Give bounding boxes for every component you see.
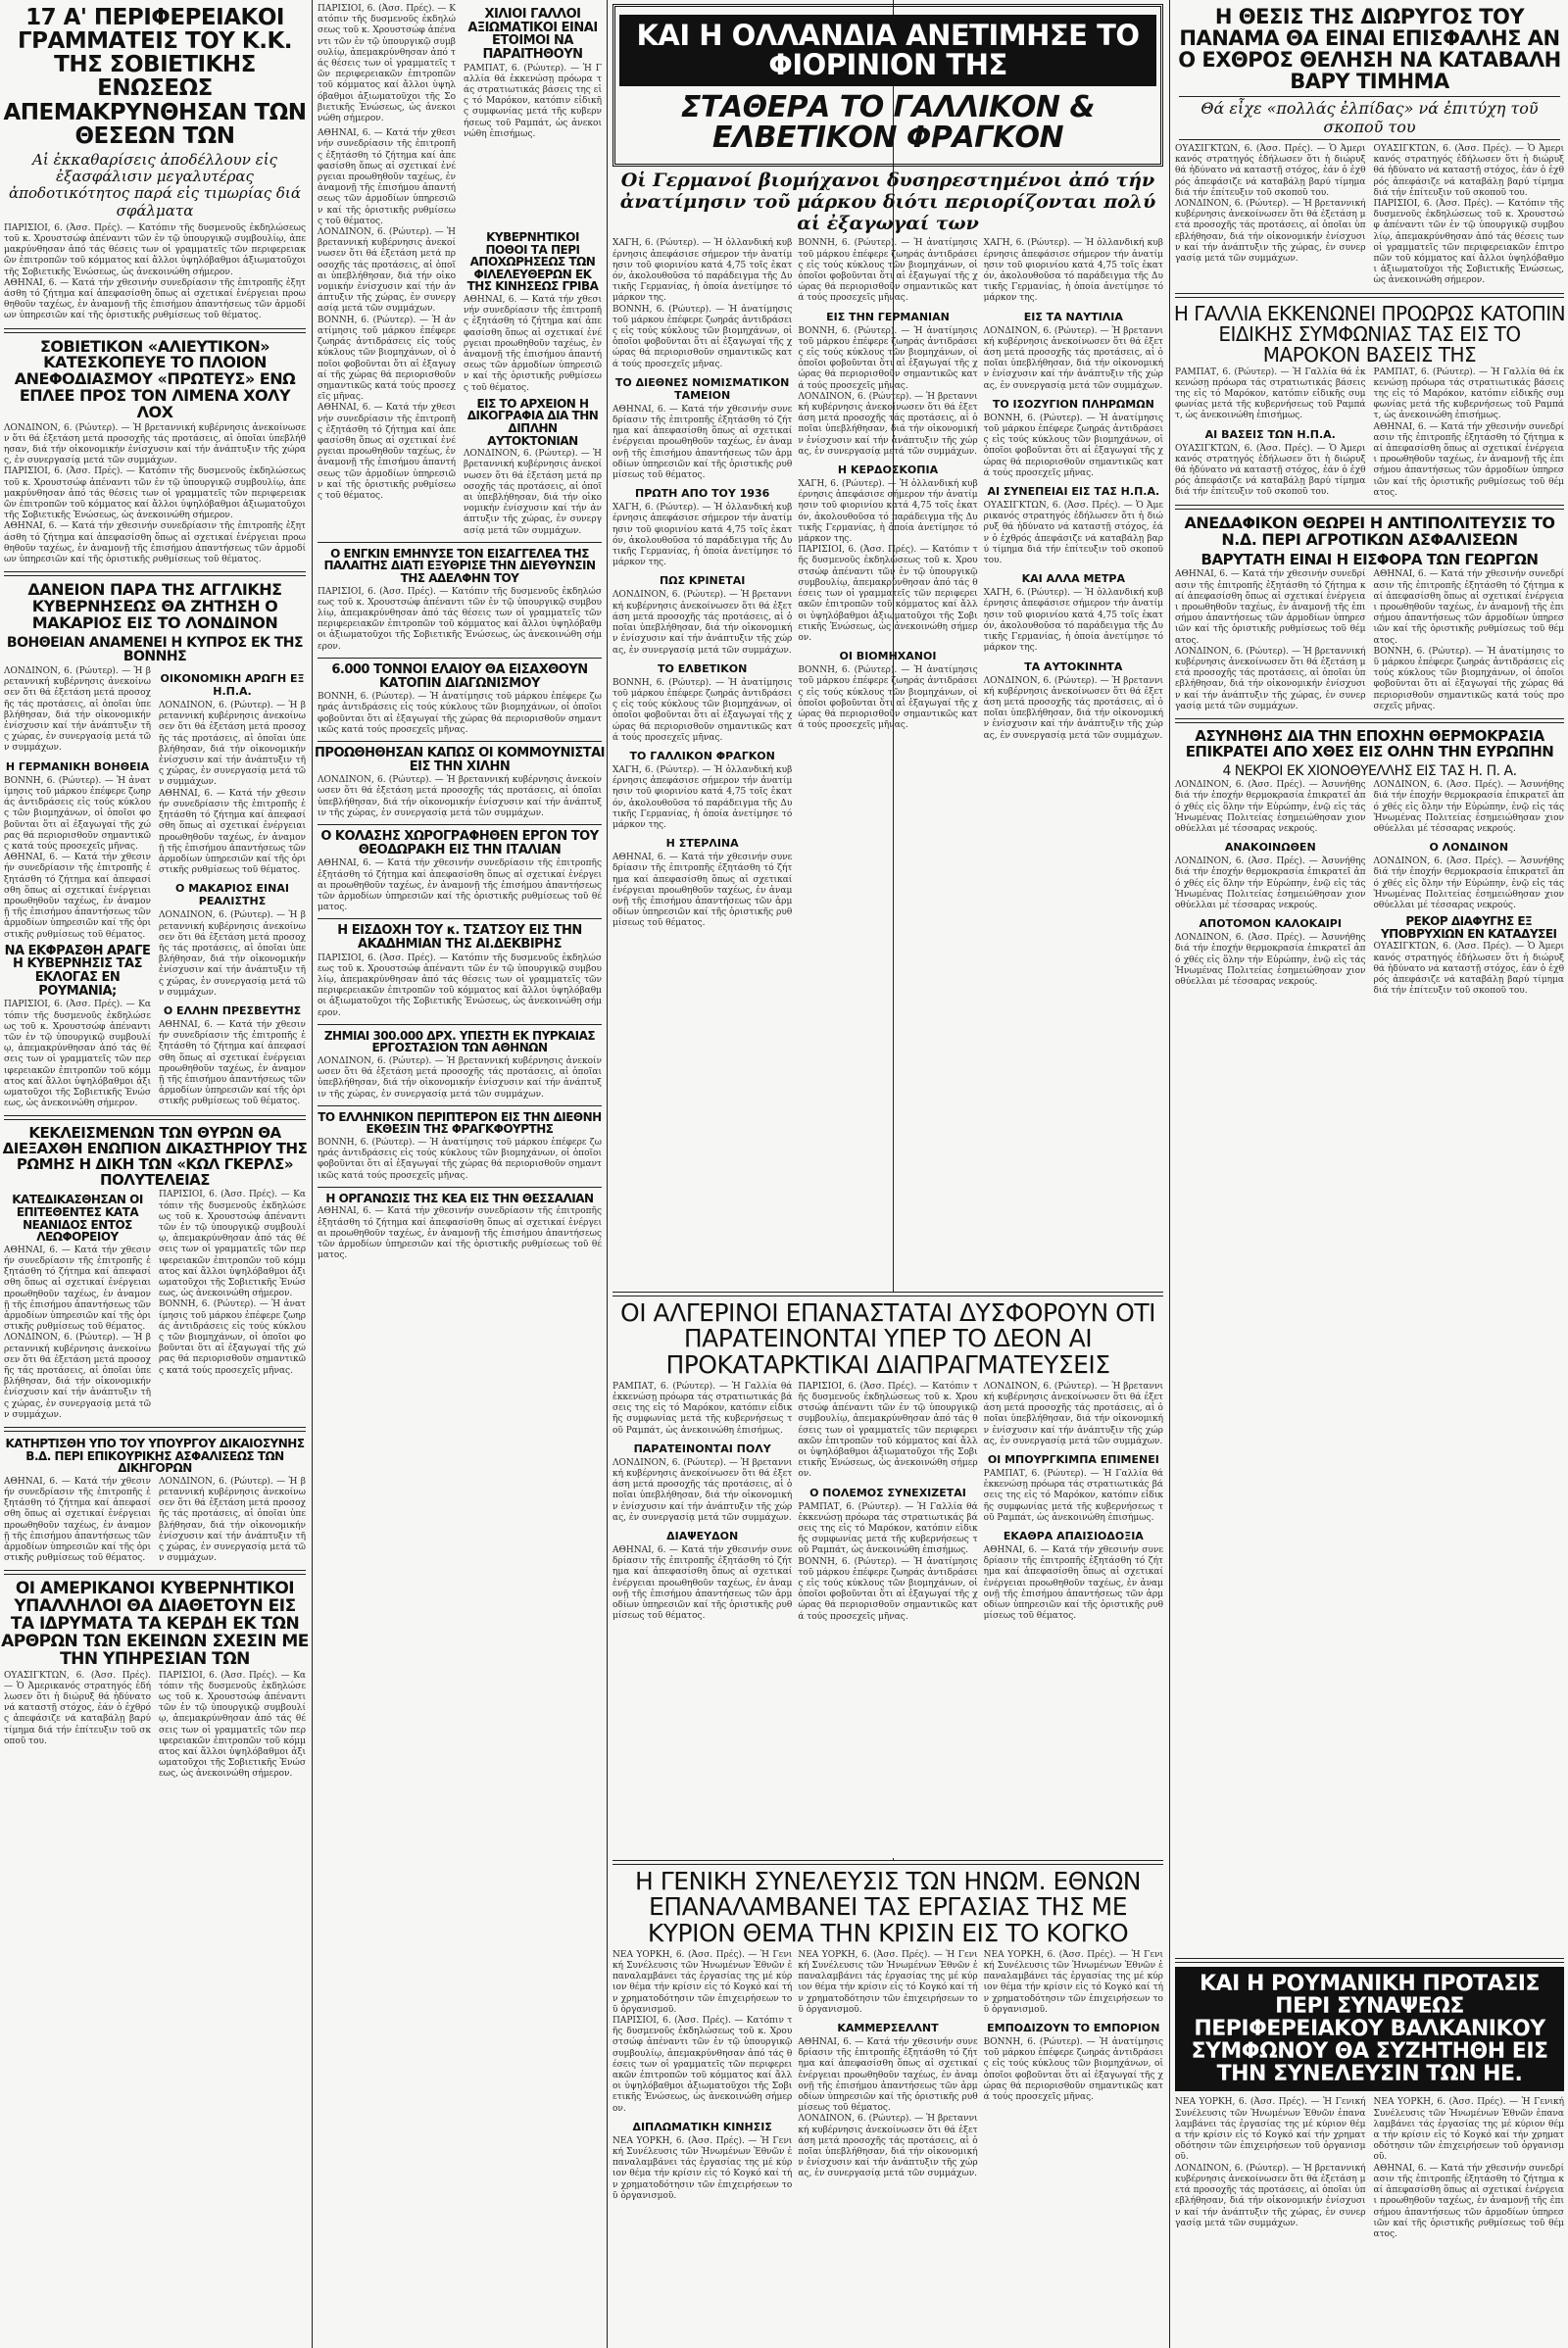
article-body: ΛΟΝΔΙΝΟΝ, 6. (Ρώυτερ). — Ἡ βρεταννική κυβέρνησις ἀνεκοίνωσεν ὅτι θά ἐξετάση μετά προσοχῆς τάς προτάσεις, αἱ ὁποῖαι ὑπεβλήθησαν, διά τήν οἰκονομικήν ἐνίσχυσιν καί τήν ἀνάπτυξιν τῆς χώρας, ἐν συνεργασίᾳ μετά τῶν συμμάχων. <box>4 666 151 754</box>
article-body: ΧΑΓΗ, 6. (Ρώυτερ). — Ἡ ὀλλανδική κυβέρνησις ἀπεφάσισε σήμερον τήν ἀνατίμησιν τοῦ φιορινίου κατά 4,75 τοῖς ἑκατόν, ἀκολουθοῦσα τό παράδειγμα τῆς Δυτικῆς Γερμανίας, ἡ ὁποία ἀνετίμησε τό μάρκον της. <box>612 764 793 830</box>
headline: Η ΘΕΣΙΣ ΤΗΣ ΔΙΩΡΥΓΟΣ ΤΟΥ ΠΑΝΑΜΑ ΘΑ ΕΙΝΑΙ ΕΠΙΣΦΑΛΗΣ ΑΝ Ο ΕΧΘΡΟΣ ΘΕΛΗΣΗ ΝΑ ΚΑΤΑΒΑΛΗ ΒΑΡΥ ΤΙΜΗΜΑ <box>1178 5 1561 94</box>
article-body: ΑΘΗΝΑΙ, 6. — Κατά τήν χθεσινήν συνεδρίασιν τῆς ἐπιτροπῆς ἐξητάσθη τό ζήτημα καί ἀπεφασίσθη ὅπως αἱ σχετικαί ἐνέργειαι προωθηθοῦν ταχέως, ἐν ἀναμονῇ τῆς ἐπισήμου ἀπαντήσεως τῶν ἁρμοδίων ὑπηρεσιῶν καί τῆς ὁριστικῆς ρυθμίσεως τοῦ θέματος. <box>464 295 602 393</box>
article-body: ΒΟΝΝΗ, 6. (Ρώυτερ). — Ἡ ἀνατίμησις τοῦ μάρκου ἐπέφερε ζωηράς ἀντιδράσεις εἰς τούς κύκλους τῶν βιομηχάνων, οἱ ὁποῖοι φοβοῦνται ὅτι αἱ ἐξαγωγαί τῆς χώρας θά περιορισθοῦν σημαντικῶς κατά τούς προσεχεῖς μῆνας. <box>612 304 793 369</box>
article-body: ΝΕΑ ΥΟΡΚΗ, 6. (Ἀσσ. Πρές). — Ἡ Γενική Συνέλευσις τῶν Ἡνωμένων Ἐθνῶν ἐπαναλαμβάνει τάς ἐργασίας της μέ κύριον θέμα τήν κρίσιν εἰς τό Κογκό καί τήν χρηματοδότησιν τῶν ἐπιχειρήσεων τοῦ ὀργανισμοῦ. <box>983 1949 1163 2015</box>
divider <box>1175 1958 1564 1963</box>
un-columns <box>612 1950 1163 2202</box>
article-body: ΛΟΝΔΙΝΟΝ, 6. (Ρώυτερ). — Ἡ βρεταννική κυβέρνησις ἀνεκοίνωσεν ὅτι θά ἐξετάση μετά προσοχῆς τάς προτάσεις, αἱ ὁποῖαι ὑπεβλήθησαν, διά τήν οἰκονομικήν ἐνίσχυσιν καί τήν ἀνάπτυξιν τῆς χώρας, ἐν συνεργασίᾳ μετά τῶν συμμάχων. <box>1175 2163 1366 2228</box>
headline: ΚΥΒΕΡΝΗΤΙΚΟΙ ΠΟΘΟΙ ΤΑ ΠΕΡΙ ΑΠΟΧΩΡΗΣΕΩΣ ΤΩΝ ΦΙΛΕΛΕΥΘΕΡΩΝ ΕΚ ΤΗΣ ΚΙΝΗΣΕΩΣ ΓΡΙΒΑ <box>466 230 599 294</box>
kicker: ΕΙΣ ΤΑ ΝΑΥΤΙΛΙΑ <box>1023 310 1123 323</box>
kicker: Ο ΜΑΚΑΡΙΟΣ ΕΙΝΑΙ ΡΕΑΛΙΣΤΗΣ <box>175 882 289 908</box>
article-body: ΛΟΝΔΙΝΟΝ, 6. (Ρώυτερ). — Ἡ βρεταννική κυβέρνησις ἀνεκοίνωσεν ὅτι θά ἐξετάση μετά προσοχῆς τάς προτάσεις, αἱ ὁποῖαι ὑπεβλήθησαν, διά τήν οἰκονομικήν ἐνίσχυσιν καί τήν ἀνάπτυξιν τῆς χώρας, ἐν συνεργασίᾳ μετά τῶν συμμάχων. <box>159 1476 306 1564</box>
article-body: ΑΘΗΝΑΙ, 6. — Κατά τήν χθεσινήν συνεδρίασιν τῆς ἐπιτροπῆς ἐξητάσθη τό ζήτημα καί ἀπεφασίσθη ὅπως αἱ σχετικαί ἐνέργειαι προωθηθοῦν ταχέως, ἐν ἀναμονῇ τῆς ἐπισήμου ἀπαντήσεως τῶν ἁρμοδίων ὑπηρεσιῶν καί τῆς ὁριστικῆς ρυθμίσεως τοῦ θέματος. <box>4 853 151 940</box>
article-body: ΑΘΗΝΑΙ, 6. — Κατά τήν χθεσινήν συνεδρίασιν τῆς ἐπιτροπῆς ἐξητάσθη τό ζήτημα καί ἀπεφασίσθη ὅπως αἱ σχετικαί ἐνέργειαι προωθηθοῦν ταχέως, ἐν ἀναμονῇ τῆς ἐπισήμου ἀπαντήσεως τῶν ἁρμοδίων ὑπηρεσιῶν καί τῆς ὁριστικῆς ρυθμίσεως τοῦ θέματος. <box>4 1245 151 1333</box>
lead-col <box>798 238 977 929</box>
kicker: Ο ΠΟΛΕΜΟΣ ΣΥΝΕΧΙΖΕΤΑΙ <box>809 1486 966 1499</box>
article-body: ΝΕΑ ΥΟΡΚΗ, 6. (Ἀσσ. Πρές). — Ἡ Γενική Συνέλευσις τῶν Ἡνωμένων Ἐθνῶν ἐπαναλαμβάνει τάς ἐργασίας της μέ κύριον θέμα τήν κρίσιν εἰς τό Κογκό καί τήν χρηματοδότησιν τῶν ἐπιχειρήσεων τοῦ ὀργανισμοῦ. <box>612 1949 793 2015</box>
divider <box>1175 505 1564 510</box>
article-body: ΛΟΝΔΙΝΟΝ, 6. (Ρώυτερ). — Ἡ βρεταννική κυβέρνησις ἀνεκοίνωσεν ὅτι θά ἐξετάση μετά προσοχῆς τάς προτάσεις, αἱ ὁποῖαι ὑπεβλήθησαν, διά τήν οἰκονομικήν ἐνίσχυσιν καί τήν ἀνάπτυξιν τῆς χώρας, ἐν συνεργασίᾳ μετά τῶν συμμάχων. <box>4 1333 151 1420</box>
article-body: ΛΟΝΔΙΝΟΝ, 6. (Ρώυτερ). — Ἡ βρεταννική κυβέρνησις ἀνεκοίνωσεν ὅτι θά ἐξετάση μετά προσοχῆς τάς προτάσεις, αἱ ὁποῖαι ὑπεβλήθησαν, διά τήν οἰκονομικήν ἐνίσχυσιν καί τήν ἀνάπτυξιν τῆς χώρας, ἐν συνεργασίᾳ μετά τῶν συμμάχων. <box>612 590 793 656</box>
divider <box>4 1427 306 1432</box>
kicker: ΚΑΜΜΕΡΣΕΛΛΝΤ <box>837 2021 939 2034</box>
column-rule <box>607 0 608 2348</box>
kicker: ΑΙ ΣΥΝΕΠΕΙΑΙ ΕΙΣ ΤΑΣ Η.Π.Α. <box>987 485 1160 499</box>
article-body: ΑΘΗΝΑΙ, 6. — Κατά τήν χθεσινήν συνεδρίασιν τῆς ἐπιτροπῆς ἐξητάσθη τό ζήτημα καί ἀπεφασίσθη ὅπως αἱ σχετικαί ἐνέργειαι προωθηθοῦν ταχέως, ἐν ἀναμονῇ τῆς ἐπισήμου ἀπαντήσεως τῶν ἁρμοδίων ὑπηρεσιῶν καί τῆς ὁριστικῆς ρυθμίσεως τοῦ θέματος. <box>1373 421 1564 498</box>
lead-story-columns <box>612 238 1163 929</box>
article-body: ΒΟΝΝΗ, 6. (Ρώυτερ). — Ἡ ἀνατίμησις τοῦ μάρκου ἐπέφερε ζωηράς ἀντιδράσεις εἰς τούς κύκλους τῶν βιομηχάνων, οἱ ὁποῖοι φοβοῦνται ὅτι αἱ ἐξαγωγαί τῆς χώρας θά περιορισθοῦν σημαντικῶς κατά τούς προσεχεῖς μῆνας. <box>159 1299 306 1376</box>
article-body: ΟΥΑΣΙΓΚΤΩΝ, 6. (Ἀσσ. Πρές). — Ὁ Ἀμερικανός στρατηγός ἐδήλωσεν ὅτι ἡ διώρυξ θά ἠδύνατο νά καταστῇ στόχος, ἐάν ὁ ἐχθρός ἀπεφάσιζε νά καταβάλῃ βαρύ τίμημα διά τήν ἐπίτευξιν τοῦ σκοποῦ του. <box>1373 143 1564 198</box>
article-body: ΑΘΗΝΑΙ, 6. — Κατά τήν χθεσινήν συνεδρίασιν τῆς ἐπιτροπῆς ἐξητάσθη τό ζήτημα καί ἀπεφασίσθη ὅπως αἱ σχετικαί ἐνέργειαι προωθηθοῦν ταχέως, ἐν ἀναμονῇ τῆς ἐπισήμου ἀπαντήσεως τῶν ἁρμοδίων ὑπηρεσιῶν καί τῆς ὁριστικῆς ρυθμίσεως τοῦ θέματος. <box>318 128 456 226</box>
article-body: ΑΘΗΝΑΙ, 6. — Κατά τήν χθεσινήν συνεδρίασιν τῆς ἐπιτροπῆς ἐξητάσθη τό ζήτημα καί ἀπεφασίσθη ὅπως αἱ σχετικαί ἐνέργειαι προωθηθοῦν ταχέως, ἐν ἀναμονῇ τῆς ἐπισήμου ἀπαντήσεως τῶν ἁρμοδίων ὑπηρεσιῶν καί τῆς ὁριστικῆς ρυθμίσεως τοῦ θέματος. <box>612 853 793 929</box>
banner-headline: ΣΤΑΘΕΡΑ ΤΟ ΓΑΛΛΙΚΟΝ & ΕΛΒΕΤΙΚΟΝ ΦΡΑΓΚΟΝ <box>680 89 1096 156</box>
headline: ΟΙ ΑΛΓΕΡΙΝΟΙ ΕΠΑΝΑΣΤΑΤΑΙ ΔΥΣΦΟΡΟΥΝ ΟΤΙ ΠΑΡΑΤΕΙΝΟΝΤΑΙ ΥΠΕΡ ΤΟ ΔΕΟΝ ΑΙ ΠΡΟΚΑΤΑΡΚΤΙΚΑΙ ΔΙΑΠΡΑΓΜΑΤΕΥΣΕΙΣ <box>620 1298 1155 1379</box>
right-subcol <box>460 0 606 227</box>
article-body: ΛΟΝΔΙΝΟΝ, 6. (Ρώυτερ). — Ἡ βρεταννική κυβέρνησις ἀνεκοίνωσεν ὅτι θά ἐξετάση μετά προσοχῆς τάς προτάσεις, αἱ ὁποῖαι ὑπεβλήθησαν, διά τήν οἰκονομικήν ἐνίσχυσιν καί τήν ἀνάπτυξιν τῆς χώρας, ἐν συνεργασίᾳ μετά τῶν συμμάχων. <box>159 910 306 998</box>
kicker: ΤΟ ΔΙΕΘΝΕΣ ΝΟΜΙΣΜΑΤΙΚΟΝ ΤΑΜΕΙΟΝ <box>614 375 790 402</box>
two-column-block <box>1175 569 1564 712</box>
article-body: ΠΑΡΙΣΙΟΙ, 6. (Ἀσσ. Πρές). — Κατόπιν τῆς δυσμενοῦς ἐκδηλώσεως τοῦ κ. Χρουστσώφ ἀπέναντι τῶν ἐν τῷ ὑπουργικῷ συμβουλίῳ, ἀπεμακρύνθησαν ἀπό τάς θέσεις των οἱ γραμματεῖς τῶν περιφερειακῶν ἐπιτροπῶν τοῦ κόμματος καί ἄλλοι ὑψηλόβαθμοι ἀξιωματοῦχοι τῆς Σοβιετικῆς Ἑνώσεως, ὡς ἀνεκοινώθη σήμερον. <box>4 466 306 521</box>
divider <box>318 741 602 742</box>
left-subcol <box>314 0 460 227</box>
headline: ΤΟ ΕΛΛΗΝΙΚΟΝ ΠΕΡΙΠΤΕΡΟΝ ΕΙΣ ΤΗΝ ΔΙΕΘΝΗ ΕΚΘΕΣΙΝ ΤΗΣ ΦΡΑΓΚΦΟΥΡΤΗΣ <box>318 1109 602 1137</box>
article-body: ΟΥΑΣΙΓΚΤΩΝ, 6. (Ἀσσ. Πρές). — Ὁ Ἀμερικανός στρατηγός ἐδήλωσεν ὅτι ἡ διώρυξ θά ἠδύνατο νά καταστῇ στόχος, ἐάν ὁ ἐχθρός ἀπεφάσιζε νά καταβάλῃ βαρύ τίμημα διά τήν ἐπίτευξιν τοῦ σκοποῦ του. <box>983 501 1163 566</box>
column-rule <box>312 0 313 2348</box>
headline: ΕΙΣ ΤΟ ΑΡΧΕΙΟΝ Η ΔΙΚΟΓΡΑΦΙΑ ΔΙΑ ΤΗΝ ΔΙΠΛΗΝ ΑΥΤΟΚΤΟΝΙΑΝ <box>466 396 599 448</box>
article-body: ΠΑΡΙΣΙΟΙ, 6. (Ἀσσ. Πρές). — Κατόπιν τῆς δυσμενοῦς ἐκδηλώσεως τοῦ κ. Χρουστσώφ ἀπέναντι τῶν ἐν τῷ ὑπουργικῷ συμβουλίῳ, ἀπεμακρύνθησαν ἀπό τάς θέσεις των οἱ γραμματεῖς τῶν περιφερειακῶν ἐπιτροπῶν τοῦ κόμματος καί ἄλλοι ὑψηλόβαθμοι ἀξιωματοῦχοι τῆς Σοβιετικῆς Ἑνώσεως, ὡς ἀνεκοινώθη σήμερον. <box>798 545 978 643</box>
article-body: ΠΑΡΙΣΙΟΙ, 6. (Ἀσσ. Πρές). — Κατόπιν τῆς δυσμενοῦς ἐκδηλώσεως τοῦ κ. Χρουστσώφ ἀπέναντι τῶν ἐν τῷ ὑπουργικῷ συμβουλίῳ, ἀπεμακρύνθησαν ἀπό τάς θέσεις των οἱ γραμματεῖς τῶν περιφερειακῶν ἐπιτροπῶν τοῦ κόμματος καί ἄλλοι ὑψηλόβαθμοι ἀξιωματοῦχοι τῆς Σοβιετικῆς Ἑνώσεως, ὡς ἀνεκοινώθη σήμερον. <box>4 222 306 277</box>
article-body: ΑΘΗΝΑΙ, 6. — Κατά τήν χθεσινήν συνεδρίασιν τῆς ἐπιτροπῆς ἐξητάσθη τό ζήτημα καί ἀπεφασίσθη ὅπως αἱ σχετικαί ἐνέργειαι προωθηθοῦν ταχέως, ἐν ἀναμονῇ τῆς ἐπισήμου ἀπαντήσεως τῶν ἁρμοδίων ὑπηρεσιῶν καί τῆς ὁριστικῆς ρυθμίσεως τοῦ θέματος. <box>4 277 306 321</box>
article-body: ΠΑΡΙΣΙΟΙ, 6. (Ἀσσ. Πρές). — Κατόπιν τῆς δυσμενοῦς ἐκδηλώσεως τοῦ κ. Χρουστσώφ ἀπέναντι τῶν ἐν τῷ ὑπουργικῷ συμβουλίῳ, ἀπεμακρύνθησαν ἀπό τάς θέσεις των οἱ γραμματεῖς τῶν περιφερειακῶν ἐπιτροπῶν τοῦ κόμματος καί ἄλλοι ὑψηλόβαθμοι ἀξιωματοῦχοι τῆς Σοβιετικῆς Ἑνώσεως, ὡς ἀνεκοινώθη σήμερον. <box>159 1670 306 1780</box>
kicker: ΚΑΙ ΑΛΛΑ ΜΕΤΡΑ <box>1021 572 1126 586</box>
headline: Η ΓΑΛΛΙΑ ΕΚΚΕΝΩΝΕΙ ΠΡΟΩΡΩΣ ΚΑΤΟΠΙΝ ΕΙΔΙΚΗΣ ΣΥΜΦΩΝΙΑΣ ΤΑΣ ΕΙΣ ΤΟ ΜΑΡΟΚΟΝ ΒΑΣΕΙΣ ΤΗΣ <box>1173 301 1566 367</box>
article-body: ΧΑΓΗ, 6. (Ρώυτερ). — Ἡ ὀλλανδική κυβέρνησις ἀπεφάσισε σήμερον τήν ἀνατίμησιν τοῦ φιορινίου κατά 4,75 τοῖς ἑκατόν, ἀκολουθοῦσα τό παράδειγμα τῆς Δυτικῆς Γερμανίας, ἡ ὁποία ἀνετίμησε τό μάρκον της. <box>798 479 978 545</box>
article-body: ΡΑΜΠΑΤ, 6. (Ρώυτερ). — Ἡ Γαλλία θά ἐκκενώσῃ πρόωρα τάς στρατιωτικάς βάσεις της εἰς τό Μαρόκον, κατόπιν εἰδικῆς συμφωνίας μετά τῆς κυβερνήσεως τοῦ Ραμπάτ, ὡς ἀνεκοινώθη ἐπισήμως. <box>612 1381 793 1436</box>
divider <box>318 918 602 919</box>
article-body: ΠΑΡΙΣΙΟΙ, 6. (Ἀσσ. Πρές). — Κατόπιν τῆς δυσμενοῦς ἐκδηλώσεως τοῦ κ. Χρουστσώφ ἀπέναντι τῶν ἐν τῷ ὑπουργικῷ συμβουλίῳ, ἀπεμακρύνθησαν ἀπό τάς θέσεις των οἱ γραμματεῖς τῶν περιφερειακῶν ἐπιτροπῶν τοῦ κόμματος καί ἄλλοι ὑψηλόβαθμοι ἀξιωματοῦχοι τῆς Σοβιετικῆς Ἑνώσεως, ὡς ἀνεκοινώθη σήμερον. <box>318 953 602 1018</box>
kicker: Ο ΛΟΝΔΙΝΟΝ <box>1429 841 1509 855</box>
article-body: ΛΟΝΔΙΝΟΝ, 6. (Ρώυτερ). — Ἡ βρεταννική κυβέρνησις ἀνεκοίνωσεν ὅτι θά ἐξετάση μετά προσοχῆς τάς προτάσεις, αἱ ὁποῖαι ὑπεβλήθησαν, διά τήν οἰκονομικήν ἐνίσχυσιν καί τήν ἀνάπτυξιν τῆς χώρας, ἐν συνεργασίᾳ μετά τῶν συμμάχων. <box>983 1381 1163 1446</box>
headline: ΚΑΙ Η ΡΟΥΜΑΝΙΚΗ ΠΡΟΤΑΣΙΣ ΠΕΡΙ ΣΥΝΑΨΕΩΣ ΠΕΡΙΦΕΡΕΙΑΚΟΥ ΒΑΛΚΑΝΙΚΟΥ ΣΥΜΦΩΝΟΥ ΘΑ ΣΥΖΗΤΗΘΗ ΕΙΣ ΤΗΝ ΣΥΝΕΛΕΥΣΙΝ ΤΩΝ ΗΕ. <box>1175 1967 1564 2091</box>
two-column-block <box>4 1671 306 1781</box>
article-body: ΠΑΡΙΣΙΟΙ, 6. (Ἀσσ. Πρές). — Κατόπιν τῆς δυσμενοῦς ἐκδηλώσεως τοῦ κ. Χρουστσώφ ἀπέναντι τῶν ἐν τῷ ὑπουργικῷ συμβουλίῳ, ἀπεμακρύνθησαν ἀπό τάς θέσεις των οἱ γραμματεῖς τῶν περιφερειακῶν ἐπιτροπῶν τοῦ κόμματος καί ἄλλοι ὑψηλόβαθμοι ἀξιωματοῦχοι τῆς Σοβιετικῆς Ἑνώσεως, ὡς ἀνεκοινώθη σήμερον. <box>612 2015 793 2114</box>
article-body: ΛΟΝΔΙΝΟΝ, 6. (Ρώυτερ). — Ἡ βρεταννική κυβέρνησις ἀνεκοίνωσεν ὅτι θά ἐξετάση μετά προσοχῆς τάς προτάσεις, αἱ ὁποῖαι ὑπεβλήθησαν, διά τήν οἰκονομικήν ἐνίσχυσιν καί τήν ἀνάπτυξιν τῆς χώρας, ἐν συνεργασίᾳ μετά τῶν συμμάχων. <box>983 675 1163 741</box>
divider <box>612 1292 1163 1296</box>
article-body: ΛΟΝΔΙΝΟΝ, 6. (Ρώυτερ). — Ἡ βρεταννική κυβέρνησις ἀνεκοίνωσεν ὅτι θά ἐξετάση μετά προσοχῆς τάς προτάσεις, αἱ ὁποῖαι ὑπεβλήθησαν, διά τήν οἰκονομικήν ἐνίσχυσιν καί τήν ἀνάπτυξιν τῆς χώρας, ἐν συνεργασίᾳ μετά τῶν συμμάχων. <box>464 449 602 536</box>
kicker: ΠΑΡΑΤΕΙΝΟΝΤΑΙ ΠΟΛΥ <box>633 1442 771 1455</box>
divider <box>4 571 306 576</box>
article-body: ΧΑΓΗ, 6. (Ρώυτερ). — Ἡ ὀλλανδική κυβέρνησις ἀπεφάσισε σήμερον τήν ἀνατίμησιν τοῦ φιορινίου κατά 4,75 τοῖς ἑκατόν, ἀκολουθοῦσα τό παράδειγμα τῆς Δυτικῆς Γερμανίας, ἡ ὁποία ἀνετίμησε τό μάρκον της. <box>983 238 1163 304</box>
column-rule <box>1169 0 1170 2348</box>
article-body: ΒΟΝΝΗ, 6. (Ρώυτερ). — Ἡ ἀνατίμησις τοῦ μάρκου ἐπέφερε ζωηράς ἀντιδράσεις εἰς τούς κύκλους τῶν βιομηχάνων, οἱ ὁποῖοι φοβοῦνται ὅτι αἱ ἐξαγωγαί τῆς χώρας θά περιορισθοῦν σημαντικῶς κατά τούς προσεχεῖς μῆνας. <box>798 325 978 391</box>
article-body: ΟΥΑΣΙΓΚΤΩΝ, 6. (Ἀσσ. Πρές). — Ὁ Ἀμερικανός στρατηγός ἐδήλωσεν ὅτι ἡ διώρυξ θά ἠδύνατο νά καταστῇ στόχος, ἐάν ὁ ἐχθρός ἀπεφάσιζε νά καταβάλῃ βαρύ τίμημα διά τήν ἐπίτευξιν τοῦ σκοποῦ του. <box>1175 143 1366 198</box>
kicker: ΟΙ ΒΙΟΜΗΧΑΝΟΙ <box>839 650 937 663</box>
divider <box>318 824 602 825</box>
romania-story <box>1171 1958 1568 2348</box>
headline: ΧΙΛΙΟΙ ΓΑΛΛΟΙ ΑΞΙΩΜΑΤΙΚΟΙ ΕΙΝΑΙ ΕΤΟΙΜΟΙ ΝΑ ΠΑΡΑΙΤΗΘΟΥΝ <box>467 7 598 62</box>
lead-col <box>612 238 792 929</box>
article-body: ΑΘΗΝΑΙ, 6. — Κατά τήν χθεσινήν συνεδρίασιν τῆς ἐπιτροπῆς ἐξητάσθη τό ζήτημα καί ἀπεφασίσθη ὅπως αἱ σχετικαί ἐνέργειαι προωθηθοῦν ταχέως, ἐν ἀναμονῇ τῆς ἐπισήμου ἀπαντήσεως τῶν ἁρμοδίων ὑπηρεσιῶν καί τῆς ὁριστικῆς ρυθμίσεως τοῦ θέματος. <box>159 1019 306 1107</box>
kicker: ΕΙΣ ΤΗΝ ΓΕΡΜΑΝΙΑΝ <box>826 310 950 323</box>
kicker: ΑΙ ΒΑΣΕΙΣ ΤΩΝ Η.Π.Α. <box>1204 427 1336 441</box>
headline: ΚΑΤΗΡΤΙΣΘΗ ΥΠΟ ΤΟΥ ΥΠΟΥΡΓΟΥ ΔΙΚΑΙΟΣΥΝΗΣ Β.Δ. ΠΕΡΙ ΕΠΙΚΟΥΡΙΚΗΣ ΑΣΦΑΛΙΣΕΩΣ ΤΩΝ ΔΙΚΗΓΟΡΩΝ <box>5 1436 305 1476</box>
article-body: ΛΟΝΔΙΝΟΝ, 6. (Ρώυτερ). — Ἡ βρεταννική κυβέρνησις ἀνεκοίνωσεν ὅτι θά ἐξετάση μετά προσοχῆς τάς προτάσεις, αἱ ὁποῖαι ὑπεβλήθησαν, διά τήν οἰκονομικήν ἐνίσχυσιν καί τήν ἀνάπτυξιν τῆς χώρας, ἐν συνεργασίᾳ μετά τῶν συμμάχων. <box>798 391 978 457</box>
divider <box>318 658 602 659</box>
kicker: ΕΚΑΘΡΑ ΑΠΑΙΣΙΟΔΟΞΙΑ <box>1003 1529 1144 1542</box>
article-body: ΡΑΜΠΑΤ, 6. (Ρώυτερ). — Ἡ Γαλλία θά ἐκκενώσῃ πρόωρα τάς στρατιωτικάς βάσεις της εἰς τό Μαρόκον, κατόπιν εἰδικῆς συμφωνίας μετά τῆς κυβερνήσεως τοῦ Ραμπάτ, ὡς ἀνεκοινώθη ἐπισήμως. <box>1373 367 1564 421</box>
kicker: Ο ΕΛΛΗΝ ΠΡΕΣΒΕΥΤΗΣ <box>163 1003 302 1017</box>
article-body: ΑΘΗΝΑΙ, 6. — Κατά τήν χθεσινήν συνεδρίασιν τῆς ἐπιτροπῆς ἐξητάσθη τό ζήτημα καί ἀπεφασίσθη ὅπως αἱ σχετικαί ἐνέργειαι προωθηθοῦν ταχέως, ἐν ἀναμονῇ τῆς ἐπισήμου ἀπαντήσεως τῶν ἁρμοδίων ὑπηρεσιῶν καί τῆς ὁριστικῆς ρυθμίσεως τοῦ θέματος. <box>318 858 602 913</box>
two-column-block <box>1175 2097 1564 2240</box>
article-body: ΛΟΝΔΙΝΟΝ, 6. (Ρώυτερ). — Ἡ βρεταννική κυβέρνησις ἀνεκοίνωσεν ὅτι θά ἐξετάση μετά προσοχῆς τάς προτάσεις, αἱ ὁποῖαι ὑπεβλήθησαν, διά τήν οἰκονομικήν ἐνίσχυσιν καί τήν ἀνάπτυξιν τῆς χώρας, ἐν συνεργασίᾳ μετά τῶν συμμάχων. <box>318 775 602 818</box>
headline: ΑΣΥΝΗΘΗΣ ΔΙΑ ΤΗΝ ΕΠΟΧΗΝ ΘΕΡΜΟΚΡΑΣΙΑ ΕΠΙΚΡΑΤΕΙ ΑΠΟ ΧΘΕΣ ΕΙΣ ΟΛΗΝ ΤΗΝ ΕΥΡΩΠΗΝ <box>1185 727 1554 760</box>
kicker: ΔΙΠΛΩΜΑΤΙΚΗ ΚΙΝΗΣΙΣ <box>632 2120 772 2133</box>
article-body: ΠΑΡΙΣΙΟΙ, 6. (Ἀσσ. Πρές). — Κατόπιν τῆς δυσμενοῦς ἐκδηλώσεως τοῦ κ. Χρουστσώφ ἀπέναντι τῶν ἐν τῷ ὑπουργικῷ συμβουλίῳ, ἀπεμακρύνθησαν ἀπό τάς θέσεις των οἱ γραμματεῖς τῶν περιφερειακῶν ἐπιτροπῶν τοῦ κόμματος καί ἄλλοι ὑψηλόβαθμοι ἀξιωματοῦχοι τῆς Σοβιετικῆς Ἑνώσεως, ὡς ἀνεκοινώθη σήμερον. <box>4 1000 151 1109</box>
headline: ΔΑΝΕΙΟΝ ΠΑΡΑ ΤΗΣ ΑΓΓΛΙΚΗΣ ΚΥΒΕΡΝΗΣΕΩΣ ΘΑ ΖΗΤΗΣΗ Ο ΜΑΚΑΡΙΟΣ ΕΙΣ ΤΟ ΛΟΝΔΙΝΟΝ <box>27 580 282 632</box>
kicker: ΚΑΤΕΔΙΚΑΣΘΗΣΑΝ ΟΙ ΕΠΙΤΕΘΕΝΤΕΣ ΚΑΤΑ ΝΕΑΝΙΔΟΣ ΕΝΤΟΣ ΛΕΩΦΟΡΕΙΟΥ <box>12 1193 143 1245</box>
article-body: ΒΟΝΝΗ, 6. (Ρώυτερ). — Ἡ ἀνατίμησις τοῦ μάρκου ἐπέφερε ζωηράς ἀντιδράσεις εἰς τούς κύκλους τῶν βιομηχάνων, οἱ ὁποῖοι φοβοῦνται ὅτι αἱ ἐξαγωγαί τῆς χώρας θά περιορισθοῦν σημαντικῶς κατά τούς προσεχεῖς μῆνας. <box>983 413 1163 478</box>
kicker: Η ΓΕΡΜΑΝΙΚΗ ΒΟΗΘΕΙΑ <box>5 759 150 773</box>
article-body: ΑΘΗΝΑΙ, 6. — Κατά τήν χθεσινήν συνεδρίασιν τῆς ἐπιτροπῆς ἐξητάσθη τό ζήτημα καί ἀπεφασίσθη ὅπως αἱ σχετικαί ἐνέργειαι προωθηθοῦν ταχέως, ἐν ἀναμονῇ τῆς ἐπισήμου ἀπαντήσεως τῶν ἁρμοδίων ὑπηρεσιῶν καί τῆς ὁριστικῆς ρυθμίσεως τοῦ θέματος. <box>983 1544 1163 1622</box>
article-body: ΛΟΝΔΙΝΟΝ, 6. (Ρώυτερ). — Ἡ βρεταννική κυβέρνησις ἀνεκοίνωσεν ὅτι θά ἐξετάση μετά προσοχῆς τάς προτάσεις, αἱ ὁποῖαι ὑπεβλήθησαν, διά τήν οἰκονομικήν ἐνίσχυσιν καί τήν ἀνάπτυξιν τῆς χώρας, ἐν συνεργασίᾳ μετά τῶν συμμάχων. <box>1175 198 1366 264</box>
story-col <box>984 1950 1163 2202</box>
article-body: ΛΟΝΔΙΝΟΝ, 6. (Ἀσσ. Πρές). — Ἀσυνήθης διά τήν ἐποχήν θερμοκρασία ἐπικρατεῖ ἀπό χθές εἰς ὅλην τήν Εὐρώπην, ἐνῷ εἰς τάς Ἡνωμένας Πολιτείας ἐσημειώθησαν χιονοθύελλαι μέ τέσσαρας νεκρούς. <box>1175 856 1366 911</box>
article-body: ΑΘΗΝΑΙ, 6. — Κατά τήν χθεσινήν συνεδρίασιν τῆς ἐπιτροπῆς ἐξητάσθη τό ζήτημα καί ἀπεφασίσθη ὅπως αἱ σχετικαί ἐνέργειαι προωθηθοῦν ταχέως, ἐν ἀναμονῇ τῆς ἐπισήμου ἀπαντήσεως τῶν ἁρμοδίων ὑπηρεσιῶν καί τῆς ὁριστικῆς ρυθμίσεως τοῦ θέματος. <box>798 2036 978 2114</box>
lead-col <box>984 238 1163 929</box>
article-body: ΝΕΑ ΥΟΡΚΗ, 6. (Ἀσσ. Πρές). — Ἡ Γενική Συνέλευσις τῶν Ἡνωμένων Ἐθνῶν ἐπαναλαμβάνει τάς ἐργασίας της μέ κύριον θέμα τήν κρίσιν εἰς τό Κογκό καί τήν χρηματοδότησιν τῶν ἐπιχειρήσεων τοῦ ὀργανισμοῦ. <box>612 2135 793 2201</box>
article-body: ΒΟΝΝΗ, 6. (Ρώυτερ). — Ἡ ἀνατίμησις τοῦ μάρκου ἐπέφερε ζωηράς ἀντιδράσεις εἰς τούς κύκλους τῶν βιομηχάνων, οἱ ὁποῖοι φοβοῦνται ὅτι αἱ ἐξαγωγαί τῆς χώρας θά περιορισθοῦν σημαντικῶς κατά τούς προσεχεῖς μῆνας. <box>318 315 456 403</box>
divider <box>318 1187 602 1188</box>
kicker: ΡΕΚΟΡ ΔΙΑΦΥΓΗΣ ΕΞ ΥΠΟΒΡΥΧΙΩΝ ΕΝ ΚΑΤΑΔΥΣΕΙ <box>1380 914 1557 941</box>
kicker: ΝΑ ΕΚΦΡΑΣΘΗ ΑΡΑΓΕ Η ΚΥΒΕΡΝΗΣΙΣ ΤΑΣ ΕΚΛΟΓΑΣ ΕΝ ΡΟΥΜΑΝΙΑ; <box>4 943 151 999</box>
article-body: ΒΟΝΝΗ, 6. (Ρώυτερ). — Ἡ ἀνατίμησις τοῦ μάρκου ἐπέφερε ζωηράς ἀντιδράσεις εἰς τούς κύκλους τῶν βιομηχάνων, οἱ ὁποῖοι φοβοῦνται ὅτι αἱ ἐξαγωγαί τῆς χώρας θά περιορισθοῦν σημαντικῶς κατά τούς προσεχεῖς μῆνας. <box>318 1138 602 1181</box>
story-col <box>798 1950 977 2202</box>
article-body: ΡΑΜΠΑΤ, 6. (Ρώυτερ). — Ἡ Γαλλία θά ἐκκενώσῃ πρόωρα τάς στρατιωτικάς βάσεις της εἰς τό Μαρόκον, κατόπιν εἰδικῆς συμφωνίας μετά τῆς κυβερνήσεως τοῦ Ραμπάτ, ὡς ἀνεκοινώθη ἐπισήμως. <box>983 1468 1163 1523</box>
headline: Ο ΕΝΓΚΙΝ ΕΜΗΝΥΣΕ ΤΟΝ ΕΙΣΑΓΓΕΛΕΑ ΤΗΣ ΠΑΛΑΙΤΗΣ ΔΙΑΤΙ ΕΞΥΘΡΙΣΕ ΤΗΝ ΔΙΕΥΘΥΝΣΙΝ ΤΗΣ ΑΔΕΛΦΗΝ ΤΟΥ <box>323 546 596 586</box>
article-body: ΧΑΓΗ, 6. (Ρώυτερ). — Ἡ ὀλλανδική κυβέρνησις ἀπεφάσισε σήμερον τήν ἀνατίμησιν τοῦ φιορινίου κατά 4,75 τοῖς ἑκατόν, ἀκολουθοῦσα τό παράδειγμα τῆς Δυτικῆς Γερμανίας, ἡ ὁποία ἀνετίμησε τό μάρκον της. <box>612 503 793 568</box>
article-body: ΟΥΑΣΙΓΚΤΩΝ, 6. (Ἀσσ. Πρές). — Ὁ Ἀμερικανός στρατηγός ἐδήλωσεν ὅτι ἡ διώρυξ θά ἠδύνατο νά καταστῇ στόχος, ἐάν ὁ ἐχθρός ἀπεφάσιζε νά καταβάλῃ βαρύ τίμημα διά τήν ἐπίτευξιν τοῦ σκοποῦ του. <box>1175 443 1366 498</box>
kicker: ΤΟ ΕΛΒΕΤΙΚΟΝ <box>658 661 748 675</box>
headline: ΖΗΜΙΑΙ 300.000 ΔΡΧ. ΥΠΕΣΤΗ ΕΚ ΠΥΡΚΑΙΑΣ ΕΡΓΟΣΤΑΣΙΟΝ ΤΩΝ ΑΘΗΝΩΝ <box>323 1028 596 1055</box>
divider <box>318 542 602 543</box>
headline: Ο ΚΟΛΑΣΗΣ ΧΩΡΟΓΡΑΦΗΘΕΝ ΕΡΓΟΝ ΤΟΥ ΘΕΟΔΩΡΑΚΗ ΕΙΣ ΤΗΝ ΙΤΑΛΙΑΝ <box>320 829 599 857</box>
headline: ΠΡΟΩΘΗΘΗΣΑΝ ΚΑΠΩΣ ΟΙ ΚΟΜΜΟΥΝΙΣΤΑΙ ΕΙΣ ΤΗΝ ΧΙΛΗΝ <box>315 745 605 774</box>
article-body: ΑΘΗΝΑΙ, 6. — Κατά τήν χθεσινήν συνεδρίασιν τῆς ἐπιτροπῆς ἐξητάσθη τό ζήτημα καί ἀπεφασίσθη ὅπως αἱ σχετικαί ἐνέργειαι προωθηθοῦν ταχέως, ἐν ἀναμονῇ τῆς ἐπισήμου ἀπαντήσεως τῶν ἁρμοδίων ὑπηρεσιῶν καί τῆς ὁριστικῆς ρυθμίσεως τοῦ θέματος. <box>612 1544 793 1622</box>
article-body: ΡΑΜΠΑΤ, 6. (Ρώυτερ). — Ἡ Γαλλία θά ἐκκενώσῃ πρόωρα τάς στρατιωτικάς βάσεις της εἰς τό Μαρόκον, κατόπιν εἰδικῆς συμφωνίας μετά τῆς κυβερνήσεως τοῦ Ραμπάτ, ὡς ἀνεκοινώθη ἐπισήμως. <box>798 1501 978 1556</box>
kicker: ΤΟ ΓΑΛΛΙΚΟΝ ΦΡΑΓΚΟΝ <box>629 749 775 762</box>
article-body: ΒΟΝΝΗ, 6. (Ρώυτερ). — Ἡ ἀνατίμησις τοῦ μάρκου ἐπέφερε ζωηράς ἀντιδράσεις εἰς τούς κύκλους τῶν βιομηχάνων, οἱ ὁποῖοι φοβοῦνται ὅτι αἱ ἐξαγωγαί τῆς χώρας θά περιορισθοῦν σημαντικῶς κατά τούς προσεχεῖς μῆνας. <box>798 665 978 731</box>
article-body: ΠΑΡΙΣΙΟΙ, 6. (Ἀσσ. Πρές). — Κατόπιν τῆς δυσμενοῦς ἐκδηλώσεως τοῦ κ. Χρουστσώφ ἀπέναντι τῶν ἐν τῷ ὑπουργικῷ συμβουλίῳ, ἀπεμακρύνθησαν ἀπό τάς θέσεις των οἱ γραμματεῖς τῶν περιφερειακῶν ἐπιτροπῶν τοῦ κόμματος καί ἄλλοι ὑψηλόβαθμοι ἀξιωματοῦχοι τῆς Σοβιετικῆς Ἑνώσεως, ὡς ἀνεκοινώθη σήμερον. <box>318 586 602 652</box>
divider <box>1175 293 1564 298</box>
story-col <box>798 1382 977 1623</box>
kicker: Η ΣΤΕΡΛΙΝΑ <box>665 837 739 851</box>
article-body: ΒΟΝΝΗ, 6. (Ρώυτερ). — Ἡ ἀνατίμησις τοῦ μάρκου ἐπέφερε ζωηράς ἀντιδράσεις εἰς τούς κύκλους τῶν βιομηχάνων, οἱ ὁποῖοι φοβοῦνται ὅτι αἱ ἐξαγωγαί τῆς χώρας θά περιορισθοῦν σημαντικῶς κατά τούς προσεχεῖς μῆνας. <box>798 238 978 304</box>
divider <box>1175 718 1564 723</box>
divider <box>4 1570 306 1575</box>
headline: ΣΟΒΙΕΤΙΚΟΝ «ΑΛΙΕΥΤΙΚΟΝ» ΚΑΤΕΣΚΟΠΕΥΕ ΤΟ ΠΛΟΙΟΝ ΑΝΕΦΟΔΙΑΣΜΟΥ «ΠΡΩΤΕΥΣ» ΕΝΩ ΕΠΛΕΕ ΠΡΟΣ ΤΟΝ ΛΙΜΕΝΑ ΧΟΛΥ ΛΟΧ <box>14 336 296 421</box>
two-column-block <box>1175 367 1564 499</box>
column-2 <box>314 0 606 2348</box>
divider <box>318 1024 602 1025</box>
kicker: ΟΙ ΜΠΟΥΡΓΚΙΜΠΑ ΕΠΙΜΕΝΕΙ <box>987 1452 1159 1466</box>
article-body: ΛΟΝΔΙΝΟΝ, 6. (Ρώυτερ). — Ἡ βρεταννική κυβέρνησις ἀνεκοίνωσεν ὅτι θά ἐξετάση μετά προσοχῆς τάς προτάσεις, αἱ ὁποῖαι ὑπεβλήθησαν, διά τήν οἰκονομικήν ἐνίσχυσιν καί τήν ἀνάπτυξιν τῆς χώρας, ἐν συνεργασίᾳ μετά τῶν συμμάχων. <box>798 2114 978 2179</box>
article-body: ΑΘΗΝΑΙ, 6. — Κατά τήν χθεσινήν συνεδρίασιν τῆς ἐπιτροπῆς ἐξητάσθη τό ζήτημα καί ἀπεφασίσθη ὅπως αἱ σχετικαί ἐνέργειαι προωθηθοῦν ταχέως, ἐν ἀναμονῇ τῆς ἐπισήμου ἀπαντήσεως τῶν ἁρμοδίων ὑπηρεσιῶν καί τῆς ὁριστικῆς ρυθμίσεως τοῦ θέματος. <box>1175 569 1366 646</box>
kicker: ΑΠΟΤΟΜΟΝ ΚΑΛΟΚΑΙΡΙ <box>1199 917 1342 931</box>
un-story <box>609 1860 1167 2348</box>
article-body: ΛΟΝΔΙΝΟΝ, 6. (Ἀσσ. Πρές). — Ἀσυνήθης διά τήν ἐποχήν θερμοκρασία ἐπικρατεῖ ἀπό χθές εἰς ὅλην τήν Εὐρώπην, ἐνῷ εἰς τάς Ἡνωμένας Πολιτείας ἐσημειώθησαν χιονοθύελλαι μέ τέσσαρας νεκρούς. <box>1373 856 1564 911</box>
article-body: ΒΟΝΝΗ, 6. (Ρώυτερ). — Ἡ ἀνατίμησις τοῦ μάρκου ἐπέφερε ζωηράς ἀντιδράσεις εἰς τούς κύκλους τῶν βιομηχάνων, οἱ ὁποῖοι φοβοῦνται ὅτι αἱ ἐξαγωγαί τῆς χώρας θά περιορισθοῦν σημαντικῶς κατά τούς προσεχεῖς μῆνας. <box>4 775 151 852</box>
kicker: ΠΩΣ ΚΡΙΝΕΤΑΙ <box>659 574 746 588</box>
two-column-block <box>4 666 306 1109</box>
article-body: ΑΘΗΝΑΙ, 6. — Κατά τήν χθεσινήν συνεδρίασιν τῆς ἐπιτροπῆς ἐξητάσθη τό ζήτημα καί ἀπεφασίσθη ὅπως αἱ σχετικαί ἐνέργειαι προωθηθοῦν ταχέως, ἐν ἀναμονῇ τῆς ἐπισήμου ἀπαντήσεως τῶν ἁρμοδίων ὑπηρεσιῶν καί τῆς ὁριστικῆς ρυθμίσεως τοῦ θέματος. <box>4 1476 151 1564</box>
article-body: ΝΕΑ ΥΟΡΚΗ, 6. (Ἀσσ. Πρές). — Ἡ Γενική Συνέλευσις τῶν Ἡνωμένων Ἐθνῶν ἐπαναλαμβάνει τάς ἐργασίας της μέ κύριον θέμα τήν κρίσιν εἰς τό Κογκό καί τήν χρηματοδότησιν τῶν ἐπιχειρήσεων τοῦ ὀργανισμοῦ. <box>798 1949 978 2015</box>
article-body: ΧΑΓΗ, 6. (Ρώυτερ). — Ἡ ὀλλανδική κυβέρνησις ἀπεφάσισε σήμερον τήν ἀνατίμησιν τοῦ φιορινίου κατά 4,75 τοῖς ἑκατόν, ἀκολουθοῦσα τό παράδειγμα τῆς Δυτικῆς Γερμανίας, ἡ ὁποία ἀνετίμησε τό μάρκον της. <box>983 588 1163 654</box>
article-body: ΠΑΡΙΣΙΟΙ, 6. (Ἀσσ. Πρές). — Κατόπιν τῆς δυσμενοῦς ἐκδηλώσεως τοῦ κ. Χρουστσώφ ἀπέναντι τῶν ἐν τῷ ὑπουργικῷ συμβουλίῳ, ἀπεμακρύνθησαν ἀπό τάς θέσεις των οἱ γραμματεῖς τῶν περιφερειακῶν ἐπιτροπῶν τοῦ κόμματος καί ἄλλοι ὑψηλόβαθμοι ἀξιωματοῦχοι τῆς Σοβιετικῆς Ἑνώσεως, ὡς ἀνεκοινώθη σήμερον. <box>798 1381 978 1480</box>
subheadline: ΒΑΡΥΤΑΤΗ ΕΙΝΑΙ Η ΕΙΣΦΟΡΑ ΤΩΝ ΓΕΩΡΓΩΝ <box>1200 550 1539 568</box>
subheadline: 4 ΝΕΚΡΟΙ ΕΚ ΧΙΟΝΟΘΥΕΛΛΗΣ ΕΙΣ ΤΑΣ Η. Π. Α. <box>1222 762 1517 779</box>
divider <box>4 1115 306 1120</box>
top-block <box>314 0 606 227</box>
story-col <box>612 1950 792 2202</box>
article-body: ΟΥΑΣΙΓΚΤΩΝ, 6. (Ἀσσ. Πρές). — Ὁ Ἀμερικανός στρατηγός ἐδήλωσεν ὅτι ἡ διώρυξ θά ἠδύνατο νά καταστῇ στόχος, ἐάν ὁ ἐχθρός ἀπεφάσιζε νά καταβάλῃ βαρύ τίμημα διά τήν ἐπίτευξιν τοῦ σκοποῦ του. <box>4 1670 151 1746</box>
article-body: ΡΑΜΠΑΤ, 6. (Ρώυτερ). — Ἡ Γαλλία θά ἐκκενώσῃ πρόωρα τάς στρατιωτικάς βάσεις της εἰς τό Μαρόκον, κατόπιν εἰδικῆς συμφωνίας μετά τῆς κυβερνήσεως τοῦ Ραμπάτ, ὡς ἀνεκοινώθη ἐπισήμως. <box>1175 367 1366 421</box>
article-body: ΟΥΑΣΙΓΚΤΩΝ, 6. (Ἀσσ. Πρές). — Ὁ Ἀμερικανός στρατηγός ἐδήλωσεν ὅτι ἡ διώρυξ θά ἠδύνατο νά καταστῇ στόχος, ἐάν ὁ ἐχθρός ἀπεφάσιζε νά καταβάλῃ βαρύ τίμημα διά τήν ἐπίτευξιν τοῦ σκοποῦ του. <box>1373 942 1564 997</box>
divider <box>612 1860 1163 1865</box>
subheadline: ΒΟΗΘΕΙΑΝ ΑΝΑΜΕΝΕΙ Η ΚΥΠΡΟΣ ΕΚ ΤΗΣ ΒΟΝΝΗΣ <box>6 634 304 665</box>
article-body: ΒΟΝΝΗ, 6. (Ρώυτερ). — Ἡ ἀνατίμησις τοῦ μάρκου ἐπέφερε ζωηράς ἀντιδράσεις εἰς τούς κύκλους τῶν βιομηχάνων, οἱ ὁποῖοι φοβοῦνται ὅτι αἱ ἐξαγωγαί τῆς χώρας θά περιορισθοῦν σημαντικῶς κατά τούς προσεχεῖς μῆνας. <box>612 677 793 743</box>
algeria-story <box>609 1292 1167 1858</box>
article-body: ΑΘΗΝΑΙ, 6. — Κατά τήν χθεσινήν συνεδρίασιν τῆς ἐπιτροπῆς ἐξητάσθη τό ζήτημα καί ἀπεφασίσθη ὅπως αἱ σχετικαί ἐνέργειαι προωθηθοῦν ταχέως, ἐν ἀναμονῇ τῆς ἐπισήμου ἀπαντήσεως τῶν ἁρμοδίων ὑπηρεσιῶν καί τῆς ὁριστικῆς ρυθμίσεως τοῦ θέματος. <box>318 403 456 501</box>
two-column-block <box>1175 780 1564 997</box>
lead-story-box <box>612 4 1163 167</box>
headline: ΚΕΚΛΕΙΣΜΕΝΩΝ ΤΩΝ ΘΥΡΩΝ ΘΑ ΔΙΕΞΑΧΘΗ ΕΝΩΠΙΟΝ ΔΙΚΑΣΤΗΡΙΟΥ ΤΗΣ ΡΩΜΗΣ Η ΔΙΚΗ ΤΩΝ «ΚΩΛ ΓΚΕΡΛΣ» ΠΟΛΥΤΕΛΕΙΑΣ <box>2 1124 308 1189</box>
divider <box>318 1105 602 1106</box>
article-body: ΠΑΡΙΣΙΟΙ, 6. (Ἀσσ. Πρές). — Κατόπιν τῆς δυσμενοῦς ἐκδηλώσεως τοῦ κ. Χρουστσώφ ἀπέναντι τῶν ἐν τῷ ὑπουργικῷ συμβουλίῳ, ἀπεμακρύνθησαν ἀπό τάς θέσεις των οἱ γραμματεῖς τῶν περιφερειακῶν ἐπιτροπῶν τοῦ κόμματος καί ἄλλοι ὑψηλόβαθμοι ἀξιωματοῦχοι τῆς Σοβιετικῆς Ἑνώσεως, ὡς ἀνεκοινώθη σήμερον. <box>1373 198 1564 286</box>
kicker: ΑΝΑΚΟΙΝΩΘΕΝ <box>1224 841 1316 855</box>
headline: Η ΓΕΝΙΚΗ ΣΥΝΕΛΕΥΣΙΣ ΤΩΝ ΗΝΩΜ. ΕΘΝΩΝ ΕΠΑΝΑΛΑΜΒΑΝΕΙ ΤΑΣ ΕΡΓΑΣΙΑΣ ΤΗΣ ΜΕ ΚΥΡΙΟΝ ΘΕΜΑ ΤΗΝ ΚΡΙΣΙΝ ΕΙΣ ΤΟ ΚΟΓΚΟ <box>635 1867 1141 1947</box>
article-body: ΑΘΗΝΑΙ, 6. — Κατά τήν χθεσινήν συνεδρίασιν τῆς ἐπιτροπῆς ἐξητάσθη τό ζήτημα καί ἀπεφασίσθη ὅπως αἱ σχετικαί ἐνέργειαι προωθηθοῦν ταχέως, ἐν ἀναμονῇ τῆς ἐπισήμου ἀπαντήσεως τῶν ἁρμοδίων ὑπηρεσιῶν καί τῆς ὁριστικῆς ρυθμίσεως τοῦ θέματος. <box>159 788 306 876</box>
headline: 17 Α' ΠΕΡΙΦΕΡΕΙΑΚΟΙ ΓΡΑΜΜΑΤΕΙΣ ΤΟΥ Κ.Κ. ΤΗΣ ΣΟΒΙΕΤΙΚΗΣ ΕΝΩΣΕΩΣ ΑΠΕΜΑΚΡΥΝΘΗΣΑΝ ΤΩΝ ΘΕΣΕΩΝ ΤΩΝ <box>3 5 307 149</box>
article-body: ΧΑΓΗ, 6. (Ρώυτερ). — Ἡ ὀλλανδική κυβέρνησις ἀπεφάσισε σήμερον τήν ἀνατίμησιν τοῦ φιορινίου κατά 4,75 τοῖς ἑκατόν, ἀκολουθοῦσα τό παράδειγμα τῆς Δυτικῆς Γερμανίας, ἡ ὁποία ἀνετίμησε τό μάρκον της. <box>612 238 793 304</box>
article-body: ΛΟΝΔΙΝΟΝ, 6. (Ἀσσ. Πρές). — Ἀσυνήθης διά τήν ἐποχήν θερμοκρασία ἐπικρατεῖ ἀπό χθές εἰς ὅλην τήν Εὐρώπην, ἐνῷ εἰς τάς Ἡνωμένας Πολιτείας ἐσημειώθησαν χιονοθύελλαι μέ τέσσαρας νεκρούς. <box>1175 933 1366 988</box>
article-body: ΛΟΝΔΙΝΟΝ, 6. (Ρώυτερ). — Ἡ βρεταννική κυβέρνησις ἀνεκοίνωσεν ὅτι θά ἐξετάση μετά προσοχῆς τάς προτάσεις, αἱ ὁποῖαι ὑπεβλήθησαν, διά τήν οἰκονομικήν ἐνίσχυσιν καί τήν ἀνάπτυξιν τῆς χώρας, ἐν συνεργασίᾳ μετά τῶν συμμάχων. <box>318 227 456 315</box>
story-col <box>984 1382 1163 1623</box>
article-body: ΛΟΝΔΙΝΟΝ, 6. (Ἀσσ. Πρές). — Ἀσυνήθης διά τήν ἐποχήν θερμοκρασία ἐπικρατεῖ ἀπό χθές εἰς ὅλην τήν Εὐρώπην, ἐνῷ εἰς τάς Ἡνωμένας Πολιτείας ἐσημειώθησαν χιονοθύελλαι μέ τέσσαρας νεκρούς. <box>1373 780 1564 835</box>
kicker: Η ΚΕΡΔΟΣΚΟΠΙΑ <box>837 464 939 477</box>
article-body: ΝΕΑ ΥΟΡΚΗ, 6. (Ἀσσ. Πρές). — Ἡ Γενική Συνέλευσις τῶν Ἡνωμένων Ἐθνῶν ἐπαναλαμβάνει τάς ἐργασίας της μέ κύριον θέμα τήν κρίσιν εἰς τό Κογκό καί τήν χρηματοδότησιν τῶν ἐπιχειρήσεων τοῦ ὀργανισμοῦ. <box>1175 2097 1366 2163</box>
headline: ΟΙ ΑΜΕΡΙΚΑΝΟΙ ΚΥΒΕΡΝΗΤΙΚΟΙ ΥΠΑΛΛΗΛΟΙ ΘΑ ΔΙΑΘΕΤΟΥΝ ΕΙΣ ΤΑ ΙΔΡΥΜΑΤΑ ΤΑ ΚΕΡΔΗ ΕΚ ΤΩΝ ΑΡΘΡΩΝ ΤΩΝ ΕΚΕΙΝΩΝ ΣΧΕΣΙΝ ΜΕ ΤΗΝ ΥΠΗΡΕΣΙΑΝ ΤΩΝ <box>1 1579 309 1669</box>
article-body: ΝΕΑ ΥΟΡΚΗ, 6. (Ἀσσ. Πρές). — Ἡ Γενική Συνέλευσις τῶν Ἡνωμένων Ἐθνῶν ἐπαναλαμβάνει τάς ἐργασίας της μέ κύριον θέμα τήν κρίσιν εἰς τό Κογκό καί τήν χρηματοδότησιν τῶν ἐπιχειρήσεων τοῦ ὀργανισμοῦ. <box>1373 2097 1564 2163</box>
article-body: ΑΘΗΝΑΙ, 6. — Κατά τήν χθεσινήν συνεδρίασιν τῆς ἐπιτροπῆς ἐξητάσθη τό ζήτημα καί ἀπεφασίσθη ὅπως αἱ σχετικαί ἐνέργειαι προωθηθοῦν ταχέως, ἐν ἀναμονῇ τῆς ἐπισήμου ἀπαντήσεως τῶν ἁρμοδίων ὑπηρεσιῶν καί τῆς ὁριστικῆς ρυθμίσεως τοῦ θέματος. <box>318 1206 602 1261</box>
article-body: ΛΟΝΔΙΝΟΝ, 6. (Ρώυτερ). — Ἡ βρεταννική κυβέρνησις ἀνεκοίνωσεν ὅτι θά ἐξετάση μετά προσοχῆς τάς προτάσεις, αἱ ὁποῖαι ὑπεβλήθησαν, διά τήν οἰκονομικήν ἐνίσχυσιν καί τήν ἀνάπτυξιν τῆς χώρας, ἐν συνεργασίᾳ μετά τῶν συμμάχων. <box>983 325 1163 391</box>
divider <box>4 328 306 333</box>
article-body: ΛΟΝΔΙΝΟΝ, 6. (Ρώυτερ). — Ἡ βρεταννική κυβέρνησις ἀνεκοίνωσεν ὅτι θά ἐξετάση μετά προσοχῆς τάς προτάσεις, αἱ ὁποῖαι ὑπεβλήθησαν, διά τήν οἰκονομικήν ἐνίσχυσιν καί τήν ἀνάπτυξιν τῆς χώρας, ἐν συνεργασίᾳ μετά τῶν συμμάχων. <box>4 422 306 466</box>
kicker: ΔΙΑΨΕΥΔΟΝ <box>666 1529 739 1542</box>
subheadline: Θά εἶχε «πολλάς ἐλπίδας» νά ἐπιτύχη τοῦ σκοποῦ του <box>1179 96 1560 140</box>
kicker: ΤΑ ΑΥΤΟΚΙΝΗΤΑ <box>1024 660 1123 673</box>
article-body: ΠΑΡΙΣΙΟΙ, 6. (Ἀσσ. Πρές). — Κατόπιν τῆς δυσμενοῦς ἐκδηλώσεως τοῦ κ. Χρουστσώφ ἀπέναντι τῶν ἐν τῷ ὑπουργικῷ συμβουλίῳ, ἀπεμακρύνθησαν ἀπό τάς θέσεις των οἱ γραμματεῖς τῶν περιφερειακῶν ἐπιτροπῶν τοῦ κόμματος καί ἄλλοι ὑψηλόβαθμοι ἀξιωματοῦχοι τῆς Σοβιετικῆς Ἑνώσεως, ὡς ἀνεκοινώθη σήμερον. <box>159 1190 306 1299</box>
article-body: ΒΟΝΝΗ, 6. (Ρώυτερ). — Ἡ ἀνατίμησις τοῦ μάρκου ἐπέφερε ζωηράς ἀντιδράσεις εἰς τούς κύκλους τῶν βιομηχάνων, οἱ ὁποῖοι φοβοῦνται ὅτι αἱ ἐξαγωγαί τῆς χώρας θά περιορισθοῦν σημαντικῶς κατά τούς προσεχεῖς μῆνας. <box>798 1556 978 1622</box>
article-body: ΛΟΝΔΙΝΟΝ, 6. (Ρώυτερ). — Ἡ βρεταννική κυβέρνησις ἀνεκοίνωσεν ὅτι θά ἐξετάση μετά προσοχῆς τάς προτάσεις, αἱ ὁποῖαι ὑπεβλήθησαν, διά τήν οἰκονομικήν ἐνίσχυσιν καί τήν ἀνάπτυξιν τῆς χώρας, ἐν συνεργασίᾳ μετά τῶν συμμάχων. <box>1175 646 1366 711</box>
story-col <box>612 1382 792 1623</box>
article-body: ΛΟΝΔΙΝΟΝ, 6. (Ρώυτερ). — Ἡ βρεταννική κυβέρνησις ἀνεκοίνωσεν ὅτι θά ἐξετάση μετά προσοχῆς τάς προτάσεις, αἱ ὁποῖαι ὑπεβλήθησαν, διά τήν οἰκονομικήν ἐνίσχυσιν καί τήν ἀνάπτυξιν τῆς χώρας, ἐν συνεργασίᾳ μετά τῶν συμμάχων. <box>612 1457 793 1523</box>
column-1 <box>0 0 310 2348</box>
headline: ΑΝΕΔΑΦΙΚΟΝ ΘΕΩΡΕΙ Η ΑΝΤΙΠΟΛΙΤΕΥΣΙΣ ΤΟ Ν.Δ. ΠΕΡΙ ΑΓΡΟΤΙΚΩΝ ΑΣΦΑΛΙΣΕΩΝ <box>1184 514 1555 549</box>
banner-headline: ΚΑΙ Η ΟΛΛΑΝΔΙΑ ΑΝΕΤΙΜΗΣΕ ΤΟ ΦΙΟΡΙΝΙΟΝ ΤΗΣ <box>619 15 1156 86</box>
subheadline: Οἱ Γερμανοί βιομήχανοι δυσηρεστημένοι ἀπό τήν ἀνατίμησιν τοῦ μάρκου διότι περιορίζονται πολύ αἱ ἐξαγωγαί των <box>619 169 1156 234</box>
article-body: ΠΑΡΙΣΙΟΙ, 6. (Ἀσσ. Πρές). — Κατόπιν τῆς δυσμενοῦς ἐκδηλώσεως τοῦ κ. Χρουστσώφ ἀπέναντι τῶν ἐν τῷ ὑπουργικῷ συμβουλίῳ, ἀπεμακρύνθησαν ἀπό τάς θέσεις των οἱ γραμματεῖς τῶν περιφερειακῶν ἐπιτροπῶν τοῦ κόμματος καί ἄλλοι ὑψηλόβαθμοι ἀξιωματοῦχοι τῆς Σοβιετικῆς Ἑνώσεως, ὡς ἀνεκοινώθη σήμερον. <box>318 4 456 124</box>
headline: 6.000 ΤΟΝΝΟΙ ΕΛΑΙΟΥ ΘΑ ΕΙΣΑΧΘΟΥΝ ΚΑΤΟΠΙΝ ΔΙΑΓΩΝΙΣΜΟΥ <box>331 661 588 691</box>
kicker: ΠΡΩΤΗ ΑΠΟ ΤΟΥ 1936 <box>635 487 770 501</box>
kicker: ΕΜΠΟΔΙΖΟΥΝ ΤΟ ΕΜΠΟΡΙΟΝ <box>987 2021 1160 2034</box>
two-column-block <box>4 1190 306 1421</box>
kicker: ΟΙΚΟΝΟΜΙΚΗ ΑΡΩΓΗ ΕΞ Η.Π.Α. <box>160 672 305 699</box>
article-body: ΒΟΝΝΗ, 6. (Ρώυτερ). — Ἡ ἀνατίμησις τοῦ μάρκου ἐπέφερε ζωηράς ἀντιδράσεις εἰς τούς κύκλους τῶν βιομηχάνων, οἱ ὁποῖοι φοβοῦνται ὅτι αἱ ἐξαγωγαί τῆς χώρας θά περιορισθοῦν σημαντικῶς κατά τούς προσεχεῖς μῆνας. <box>1373 646 1564 711</box>
two-column-block <box>1175 144 1564 287</box>
article-body: ΒΟΝΝΗ, 6. (Ρώυτερ). — Ἡ ἀνατίμησις τοῦ μάρκου ἐπέφερε ζωηράς ἀντιδράσεις εἰς τούς κύκλους τῶν βιομηχάνων, οἱ ὁποῖοι φοβοῦνται ὅτι αἱ ἐξαγωγαί τῆς χώρας θά περιορισθοῦν σημαντικῶς κατά τούς προσεχεῖς μῆνας. <box>318 692 602 735</box>
article-body: ΑΘΗΝΑΙ, 6. — Κατά τήν χθεσινήν συνεδρίασιν τῆς ἐπιτροπῆς ἐξητάσθη τό ζήτημα καί ἀπεφασίσθη ὅπως αἱ σχετικαί ἐνέργειαι προωθηθοῦν ταχέως, ἐν ἀναμονῇ τῆς ἐπισήμου ἀπαντήσεως τῶν ἁρμοδίων ὑπηρεσιῶν καί τῆς ὁριστικῆς ρυθμίσεως τοῦ θέματος. <box>4 521 306 565</box>
article-body: ΛΟΝΔΙΝΟΝ, 6. (Ρώυτερ). — Ἡ βρεταννική κυβέρνησις ἀνεκοίνωσεν ὅτι θά ἐξετάση μετά προσοχῆς τάς προτάσεις, αἱ ὁποῖαι ὑπεβλήθησαν, διά τήν οἰκονομικήν ἐνίσχυσιν καί τήν ἀνάπτυξιν τῆς χώρας, ἐν συνεργασίᾳ μετά τῶν συμμάχων. <box>159 701 306 788</box>
headline: Η ΟΡΓΑΝΩΣΙΣ ΤΗΣ ΚΕΑ ΕΙΣ ΤΗΝ ΘΕΣΣΑΛΙΑΝ <box>325 1191 594 1205</box>
article-body: ΛΟΝΔΙΝΟΝ, 6. (Ἀσσ. Πρές). — Ἀσυνήθης διά τήν ἐποχήν θερμοκρασία ἐπικρατεῖ ἀπό χθές εἰς ὅλην τήν Εὐρώπην, ἐνῷ εἰς τάς Ἡνωμένας Πολιτείας ἐσημειώθησαν χιονοθύελλαι μέ τέσσαρας νεκρούς. <box>1175 780 1366 835</box>
two-column-block <box>318 227 602 537</box>
article-body: ΑΘΗΝΑΙ, 6. — Κατά τήν χθεσινήν συνεδρίασιν τῆς ἐπιτροπῆς ἐξητάσθη τό ζήτημα καί ἀπεφασίσθη ὅπως αἱ σχετικαί ἐνέργειαι προωθηθοῦν ταχέως, ἐν ἀναμονῇ τῆς ἐπισήμου ἀπαντήσεως τῶν ἁρμοδίων ὑπηρεσιῶν καί τῆς ὁριστικῆς ρυθμίσεως τοῦ θέματος. <box>1373 2163 1564 2239</box>
headline: Η ΕΙΣΔΟΧΗ ΤΟΥ κ. ΤΣΑΤΣΟΥ ΕΙΣ ΤΗΝ ΑΚΑΔΗΜΙΑΝ ΤΗΣ ΑΙ.ΔΕΚΒΙΡΗΣ <box>337 923 582 952</box>
two-column-block <box>4 1477 306 1565</box>
article-body: ΛΟΝΔΙΝΟΝ, 6. (Ρώυτερ). — Ἡ βρεταννική κυβέρνησις ἀνεκοίνωσεν ὅτι θά ἐξετάση μετά προσοχῆς τάς προτάσεις, αἱ ὁποῖαι ὑπεβλήθησαν, διά τήν οἰκονομικήν ἐνίσχυσιν καί τήν ἀνάπτυξιν τῆς χώρας, ἐν συνεργασίᾳ μετά τῶν συμμάχων. <box>318 1056 602 1100</box>
article-body: ΒΟΝΝΗ, 6. (Ρώυτερ). — Ἡ ἀνατίμησις τοῦ μάρκου ἐπέφερε ζωηράς ἀντιδράσεις εἰς τούς κύκλους τῶν βιομηχάνων, οἱ ὁποῖοι φοβοῦνται ὅτι αἱ ἐξαγωγαί τῆς χώρας θά περιορισθοῦν σημαντικῶς κατά τούς προσεχεῖς μῆνας. <box>983 2036 1163 2102</box>
kicker: ΤΟ ΙΣΟΖΥΓΙΟΝ ΠΛΗΡΩΜΩΝ <box>992 397 1154 411</box>
algeria-columns <box>612 1382 1163 1623</box>
article-body: ΡΑΜΠΑΤ, 6. (Ρώυτερ). — Ἡ Γαλλία θά ἐκκενώσῃ πρόωρα τάς στρατιωτικάς βάσεις της εἰς τό Μαρόκον, κατόπιν εἰδικῆς συμφωνίας μετά τῆς κυβερνήσεως τοῦ Ραμπάτ, ὡς ἀνεκοινώθη ἐπισήμως. <box>464 63 602 139</box>
article-body: ΑΘΗΝΑΙ, 6. — Κατά τήν χθεσινήν συνεδρίασιν τῆς ἐπιτροπῆς ἐξητάσθη τό ζήτημα καί ἀπεφασίσθη ὅπως αἱ σχετικαί ἐνέργειαι προωθηθοῦν ταχέως, ἐν ἀναμονῇ τῆς ἐπισήμου ἀπαντήσεως τῶν ἁρμοδίων ὑπηρεσιῶν καί τῆς ὁριστικῆς ρυθμίσεως τοῦ θέματος. <box>1373 569 1564 646</box>
subheadline: Αἱ ἐκκαθαρίσεις ἀποδέλλουν εἰς ἐξασφάλισιν μεγαλυτέρας ἀποδοτικότητος παρά εἰς τιμωρίας διά σφάλματα <box>9 150 301 220</box>
article-body: ΑΘΗΝΑΙ, 6. — Κατά τήν χθεσινήν συνεδρίασιν τῆς ἐπιτροπῆς ἐξητάσθη τό ζήτημα καί ἀπεφασίσθη ὅπως αἱ σχετικαί ἐνέργειαι προωθηθοῦν ταχέως, ἐν ἀναμονῇ τῆς ἐπισήμου ἀπαντήσεως τῶν ἁρμοδίων ὑπηρεσιῶν καί τῆς ὁριστικῆς ρυθμίσεως τοῦ θέματος. <box>612 404 793 481</box>
